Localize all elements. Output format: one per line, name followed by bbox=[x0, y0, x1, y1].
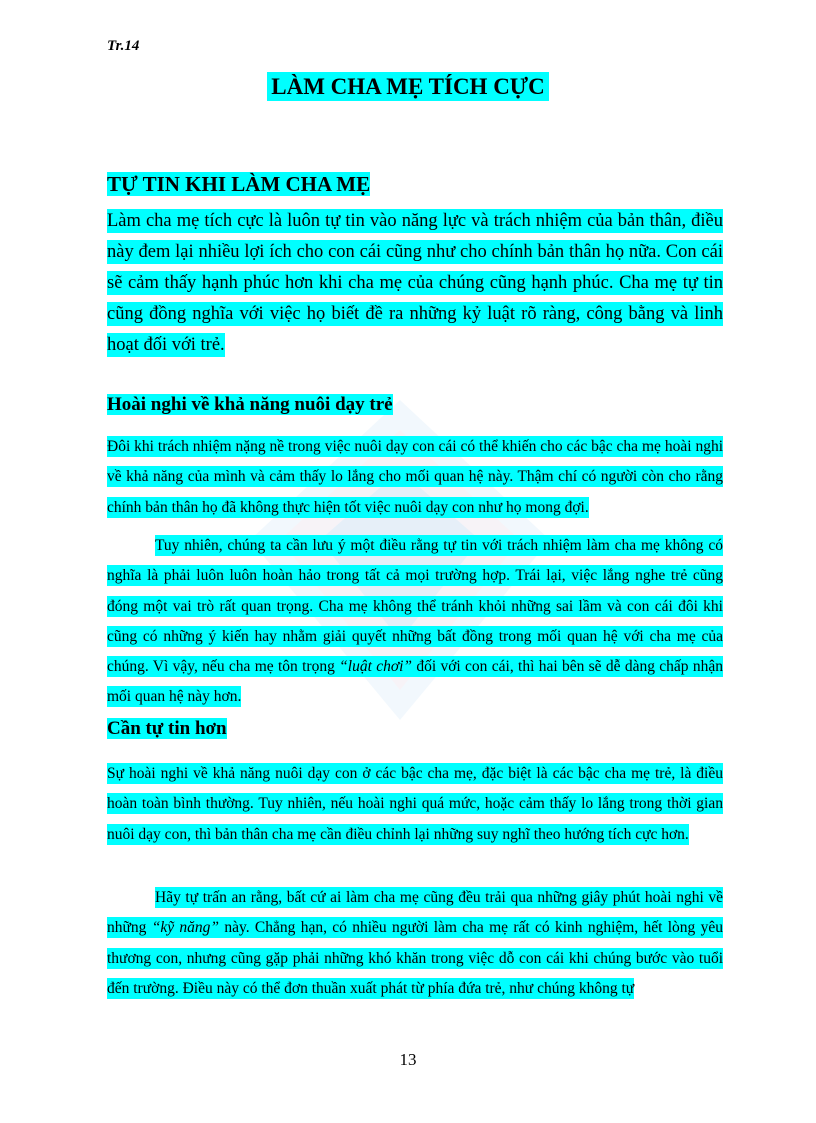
confidence-p2-part-1: Hãy tự trấn an rằng, bất cứ ai làm cha mẹ cũng đều trải qua những giây phút hoài nghi về những bbox=[107, 889, 723, 937]
doubt-paragraph-2 bbox=[107, 531, 723, 713]
confidence-paragraph-1 bbox=[107, 759, 723, 850]
doubt-p2-italic: “luật chơi” bbox=[339, 658, 413, 676]
subheading-confidence-text: Cần tự tin hơn bbox=[107, 718, 227, 739]
confidence-p2-part-2: này. Chẳng hạn, có nhiều người làm cha mẹ rất có kinh nghiệm, hết lòng yêu thương con, nhưng cũng gặp phải những khó khăn trong việc dỗ con cái khi chúng bước vào tuổi đến trường. Điều này có thể đơn thuần xuất phát từ phía đứa trẻ, như chúng không tự bbox=[107, 919, 724, 997]
doubt-p2-part-1: Tuy nhiên, chúng ta cần lưu ý một điều rằng tự tin với trách nhiệm làm cha mẹ không có nghĩa là phải luôn luôn hoàn hảo trong tất cả mọi trường hợp. Trái lại, việc lắng nghe trẻ cũng đóng một vai trò rất quan trọng. Cha mẹ không thể tránh khỏi những sai lầm và con cái đôi khi cũng có những ý kiến hay nhằm giải quyết những bất đồng trong mối quan hệ với cha mẹ của chúng. Vì vậy, nếu cha mẹ tôn trọng bbox=[107, 537, 723, 676]
page-number: 13 bbox=[399, 1050, 417, 1069]
subheading-doubt bbox=[107, 394, 393, 416]
doubt-p2-part-2: đối với con cái, thì hai bên sẽ dễ dàng chấp nhận mối quan hệ này hơn. bbox=[107, 658, 723, 706]
doubt-paragraph-1-text: Đôi khi trách nhiệm nặng nề trong việc nuôi dạy con cái có thể khiến cho các bậc cha mẹ hoài nghi về khả năng của mình và cảm thấy lo lắng cho mối quan hệ này. Thậm chí có người còn cho rằng chính bản thân họ đã không thực hiện tốt việc nuôi dạy con như họ mong đợi. bbox=[107, 438, 723, 516]
document-title-text: LÀM CHA MẸ TÍCH CỰC bbox=[267, 72, 548, 101]
section-heading bbox=[107, 172, 370, 197]
intro-paragraph bbox=[107, 206, 723, 361]
confidence-paragraph-2-text bbox=[107, 887, 723, 999]
document-title bbox=[0, 74, 816, 100]
confidence-paragraph-1-text: Sự hoài nghi về khả năng nuôi dạy con ở các bậc cha mẹ, đặc biệt là các bậc cha mẹ trẻ, là điều hoàn toàn bình thường. Tuy nhiên, nếu hoài nghi quá mức, hoặc cảm thấy lo lắng trong thời gian nuôi dạy con, thì bản thân cha mẹ cần điều chỉnh lại những suy nghĩ theo hướng tích cực hơn. bbox=[107, 765, 723, 843]
subheading-confidence bbox=[107, 718, 227, 740]
page-reference: Tr.14 bbox=[107, 38, 140, 54]
subheading-doubt-text: Hoài nghi về khả năng nuôi dạy trẻ bbox=[107, 394, 393, 415]
intro-paragraph-text: Làm cha mẹ tích cực là luôn tự tin vào năng lực và trách nhiệm của bản thân, điều này đem lại nhiều lợi ích cho con cái cũng như cho chính bản thân họ nữa. Con cái sẽ cảm thấy hạnh phúc hơn khi cha mẹ của chúng cũng hạnh phúc. Cha mẹ tự tin cũng đồng nghĩa với việc họ biết đề ra những kỷ luật rõ ràng, công bằng và linh hoạt đối với trẻ. bbox=[107, 211, 723, 355]
doubt-paragraph-2-text bbox=[107, 535, 723, 707]
doubt-paragraph-1 bbox=[107, 432, 723, 523]
confidence-paragraph-2 bbox=[107, 883, 723, 1004]
confidence-p2-italic: “kỹ năng” bbox=[151, 919, 220, 937]
section-heading-text: TỰ TIN KHI LÀM CHA MẸ bbox=[107, 172, 371, 196]
